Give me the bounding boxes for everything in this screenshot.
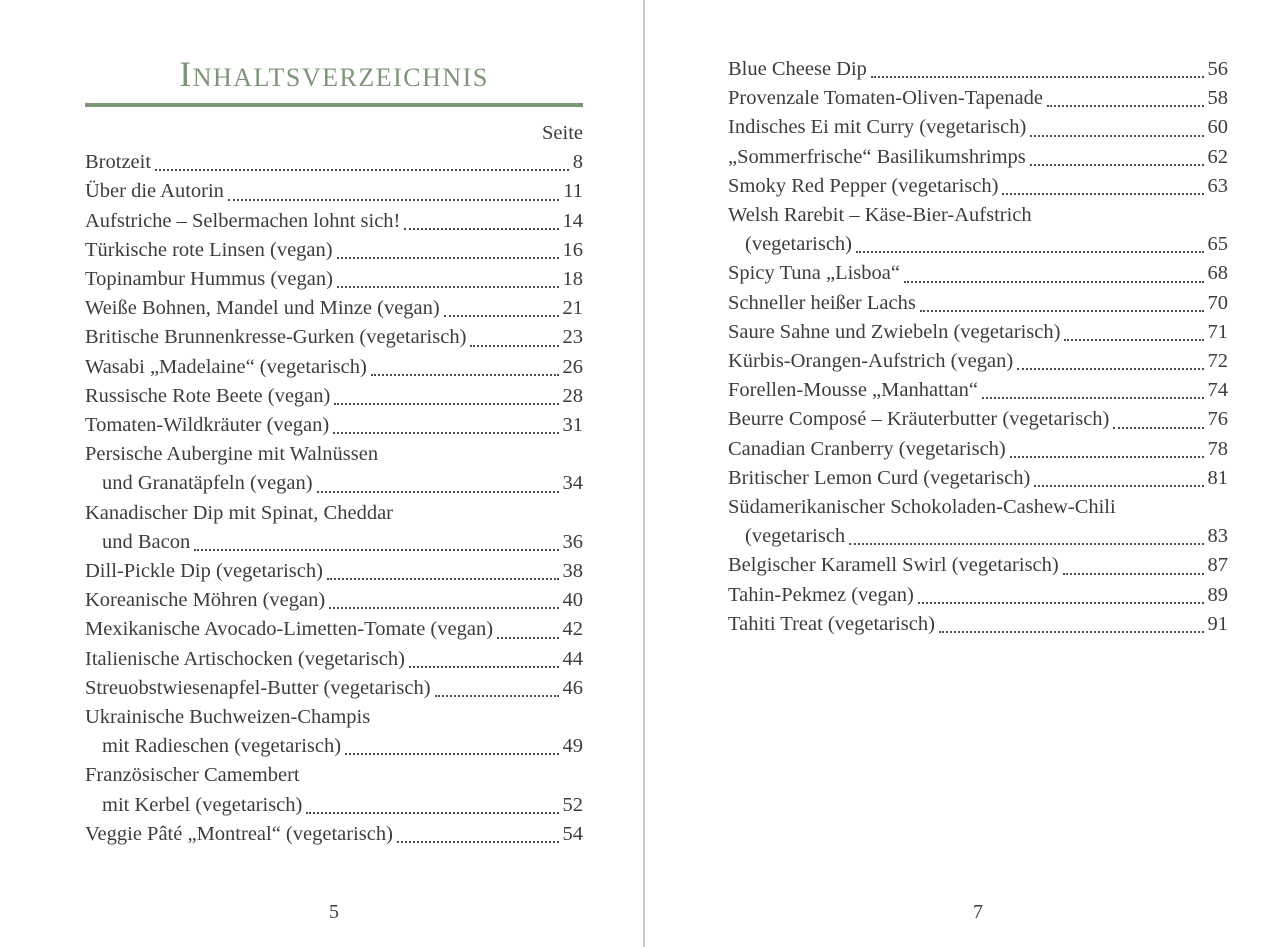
toc-entry-page: 87	[1207, 554, 1228, 577]
toc-entry	[85, 294, 583, 323]
dot-leader	[306, 812, 558, 814]
dot-leader	[1113, 427, 1203, 429]
toc-entry-page: 58	[1207, 87, 1228, 110]
toc-entry-text: Weiße Bohnen, Mandel und Minze (vegan)	[85, 297, 440, 320]
toc-entry-continuation	[85, 528, 583, 557]
page-column-header: Seite	[542, 122, 583, 144]
dot-leader	[904, 281, 1204, 283]
toc-entry	[728, 201, 1228, 230]
toc-entry	[85, 440, 583, 469]
dot-leader	[871, 76, 1204, 78]
toc-entry	[85, 236, 583, 265]
toc-entry-text: Brotzeit	[85, 151, 152, 174]
toc-entry-text: Persische Aubergine mit Walnüssen	[85, 443, 379, 466]
toc-entry-text: Streuobstwiesenapfel-Butter (vegetarisch)	[85, 676, 431, 699]
toc-entry-text: Welsh Rarebit – Käse-Bier-Aufstrich	[728, 204, 1032, 227]
dot-leader	[1034, 485, 1203, 487]
toc-entry	[728, 259, 1228, 288]
toc-entry-text: Wasabi „Madelaine“ (vegetarisch)	[85, 355, 367, 378]
toc-entry	[728, 289, 1228, 318]
dot-leader	[444, 315, 559, 317]
toc-entry-continuation	[728, 230, 1228, 259]
dot-leader	[497, 637, 558, 639]
dot-leader	[371, 374, 559, 376]
dot-leader	[1002, 193, 1203, 195]
toc-entry-text: Türkische rote Linsen (vegan)	[85, 238, 333, 261]
toc-entry	[728, 84, 1228, 113]
toc-entry-text: Provenzale Tomaten-Oliven-Tapenade	[728, 87, 1043, 110]
toc-entry-page: 36	[562, 530, 583, 553]
toc-entry-page: 74	[1207, 379, 1228, 402]
toc-entry-page: 11	[563, 180, 583, 203]
toc-entry-page: 54	[562, 822, 583, 845]
toc-entry	[85, 703, 583, 732]
toc-entry-text: Tahiti Treat (vegetarisch)	[728, 612, 935, 635]
toc-page-left	[85, 54, 583, 849]
toc-entry-continuation	[85, 732, 583, 761]
dot-leader	[155, 169, 569, 171]
dot-leader	[918, 602, 1204, 604]
toc-entry-text: Beurre Composé – Kräuterbutter (vegetarisch)	[728, 408, 1110, 431]
dot-leader	[1030, 164, 1204, 166]
toc-entry-page: 8	[572, 151, 583, 174]
toc-entry-page: 38	[562, 560, 583, 583]
dot-leader	[982, 397, 1204, 399]
toc-entry-page: 63	[1207, 174, 1228, 197]
toc-entry	[85, 411, 583, 440]
toc-entry-text: Mexikanische Avocado-Limetten-Tomate (vegan)	[85, 618, 494, 641]
toc-entry-page: 18	[562, 268, 583, 291]
toc-entry-page: 76	[1207, 408, 1228, 431]
toc-entry-text: Spicy Tuna „Lisboa“	[728, 262, 900, 285]
dot-leader	[1047, 105, 1204, 107]
dot-leader	[333, 432, 558, 434]
toc-entry-page: 21	[562, 297, 583, 320]
toc-entry-page: 72	[1207, 350, 1228, 373]
toc-entry	[85, 557, 583, 586]
toc-entry-text: Dill-Pickle Dip (vegetarisch)	[85, 560, 323, 583]
dot-leader	[1064, 339, 1203, 341]
toc-entry-text: Tomaten-Wildkräuter (vegan)	[85, 414, 330, 437]
dot-leader	[345, 753, 558, 755]
toc-entry	[85, 586, 583, 615]
dot-leader	[337, 257, 559, 259]
toc-entry	[85, 674, 583, 703]
dot-leader	[409, 666, 559, 668]
page-gutter-divider	[643, 0, 645, 947]
toc-entry-text: und Bacon	[102, 530, 191, 553]
toc-entry	[728, 610, 1228, 639]
toc-entry-page: 91	[1207, 612, 1228, 635]
toc-entry-text: Britischer Lemon Curd (vegetarisch)	[728, 466, 1031, 489]
toc-entry-text: Tahin-Pekmez (vegan)	[728, 583, 914, 606]
toc-entry	[728, 581, 1228, 610]
left-page-number: 5	[329, 901, 339, 923]
toc-entry	[85, 207, 583, 236]
toc-entry-text: mit Kerbel (vegetarisch)	[102, 793, 303, 816]
dot-leader	[317, 491, 559, 493]
toc-entry-text: Saure Sahne und Zwiebeln (vegetarisch)	[728, 320, 1061, 343]
toc-entry-text: Russische Rote Beete (vegan)	[85, 384, 331, 407]
toc-entry	[728, 376, 1228, 405]
dot-leader	[939, 631, 1204, 633]
title-underline-rule	[85, 103, 583, 107]
toc-entry-text: und Granatäpfeln (vegan)	[102, 472, 313, 495]
toc-entry	[728, 55, 1228, 84]
toc-entry-text: Britische Brunnenkresse-Gurken (vegetarisch)	[85, 326, 467, 349]
dot-leader	[920, 310, 1204, 312]
toc-entry-text: Blue Cheese Dip	[728, 58, 867, 80]
toc-entry	[728, 347, 1228, 376]
toc-entry	[85, 177, 583, 206]
toc-entry-page: 26	[562, 355, 583, 378]
toc-entry	[728, 435, 1228, 464]
toc-entry	[728, 318, 1228, 347]
dot-leader	[397, 841, 559, 843]
toc-entry-text: (vegetarisch)	[745, 233, 852, 256]
dot-leader	[228, 199, 559, 201]
toc-entry-page: 34	[562, 472, 583, 495]
toc-entry-page: 62	[1207, 145, 1228, 168]
dot-leader	[1010, 456, 1204, 458]
dot-leader	[849, 543, 1203, 545]
toc-entry-text: Südamerikanischer Schokoladen-Cashew-Chili	[728, 496, 1116, 519]
right-page-number: 7	[973, 901, 983, 923]
dot-leader	[1030, 135, 1203, 137]
toc-entry	[85, 499, 583, 528]
toc-entry-page: 52	[562, 793, 583, 816]
toc-entry	[728, 172, 1228, 201]
toc-entry-text: Topinambur Hummus (vegan)	[85, 268, 333, 291]
toc-entry-text: Smoky Red Pepper (vegetarisch)	[728, 174, 999, 197]
toc-entry	[728, 493, 1228, 522]
toc-entry	[85, 353, 583, 382]
toc-entry-page: 49	[562, 735, 583, 758]
toc-entry-text: Belgischer Karamell Swirl (vegetarisch)	[728, 554, 1059, 577]
toc-entry-continuation	[728, 522, 1228, 551]
toc-entry-text: Veggie Pâté „Montreal“ (vegetarisch)	[85, 822, 393, 845]
toc-entry-page: 81	[1207, 466, 1228, 489]
toc-entry-page: 44	[562, 647, 583, 670]
toc-entry	[85, 645, 583, 674]
toc-entry-page: 83	[1207, 525, 1228, 548]
toc-entry-page: 23	[562, 326, 583, 349]
toc-entry	[728, 464, 1228, 493]
toc-entry	[85, 615, 583, 644]
toc-entry	[728, 113, 1228, 142]
toc-entry-continuation	[85, 791, 583, 820]
toc-entry-page: 14	[562, 209, 583, 232]
toc-entry-page: 42	[562, 618, 583, 641]
dot-leader	[404, 228, 558, 230]
toc-entry-page: 71	[1207, 320, 1228, 343]
toc-entry-text: Canadian Cranberry (vegetarisch)	[728, 437, 1006, 460]
toc-entry-page: 70	[1207, 291, 1228, 314]
toc-entry-page: 46	[562, 676, 583, 699]
toc-page-right	[728, 55, 1228, 639]
dot-leader	[329, 607, 558, 609]
toc-entry-page: 31	[562, 414, 583, 437]
dot-leader	[1063, 573, 1204, 575]
toc-entry-page: 78	[1207, 437, 1228, 460]
dot-leader	[194, 549, 558, 551]
toc-entry-page: 40	[562, 589, 583, 612]
toc-entry-text: (vegetarisch	[745, 525, 846, 548]
toc-entry-text: Aufstriche – Selbermachen lohnt sich!	[85, 209, 401, 232]
dot-leader	[1017, 368, 1203, 370]
toc-entry	[728, 143, 1228, 172]
dot-leader	[470, 345, 558, 347]
toc-entry	[728, 405, 1228, 434]
toc-entry-text: Italienische Artischocken (vegetarisch)	[85, 647, 405, 670]
toc-entry-page: 65	[1207, 233, 1228, 256]
toc-entry-text: Kürbis-Orangen-Aufstrich (vegan)	[728, 350, 1014, 373]
toc-entry-page: 56	[1207, 58, 1228, 80]
toc-entry-text: Französischer Camembert	[85, 764, 300, 787]
toc-entry-page: 28	[562, 384, 583, 407]
toc-entry	[85, 820, 583, 849]
dot-leader	[856, 251, 1204, 253]
toc-entry-text: Über die Autorin	[85, 180, 224, 203]
toc-entry-continuation	[85, 469, 583, 498]
toc-entry-text: Forellen-Mousse „Manhattan“	[728, 379, 978, 402]
toc-entry-page: 89	[1207, 583, 1228, 606]
toc-entry-text: Schneller heißer Lachs	[728, 291, 916, 314]
dot-leader	[337, 286, 559, 288]
toc-entry	[85, 265, 583, 294]
dot-leader	[435, 695, 559, 697]
toc-entry-page: 16	[562, 238, 583, 261]
toc-entry	[728, 551, 1228, 580]
toc-title: INHALTSVERZEICHNIS	[179, 54, 489, 94]
toc-entry-text: Koreanische Möhren (vegan)	[85, 589, 326, 612]
dot-leader	[334, 403, 558, 405]
toc-entry-text: „Sommerfrische“ Basilikumshrimps	[728, 145, 1026, 168]
toc-entry-text: Kanadischer Dip mit Spinat, Cheddar	[85, 501, 394, 524]
toc-entry	[85, 148, 583, 177]
toc-entry-page: 60	[1207, 116, 1228, 139]
toc-entry-text: mit Radieschen (vegetarisch)	[102, 735, 342, 758]
toc-entry-page: 68	[1207, 262, 1228, 285]
toc-entry	[85, 323, 583, 352]
toc-entry	[85, 382, 583, 411]
toc-entry	[85, 761, 583, 790]
toc-entry-text: Indisches Ei mit Curry (vegetarisch)	[728, 116, 1027, 139]
dot-leader	[327, 578, 559, 580]
toc-entry-text: Ukrainische Buchweizen-Champis	[85, 706, 371, 729]
